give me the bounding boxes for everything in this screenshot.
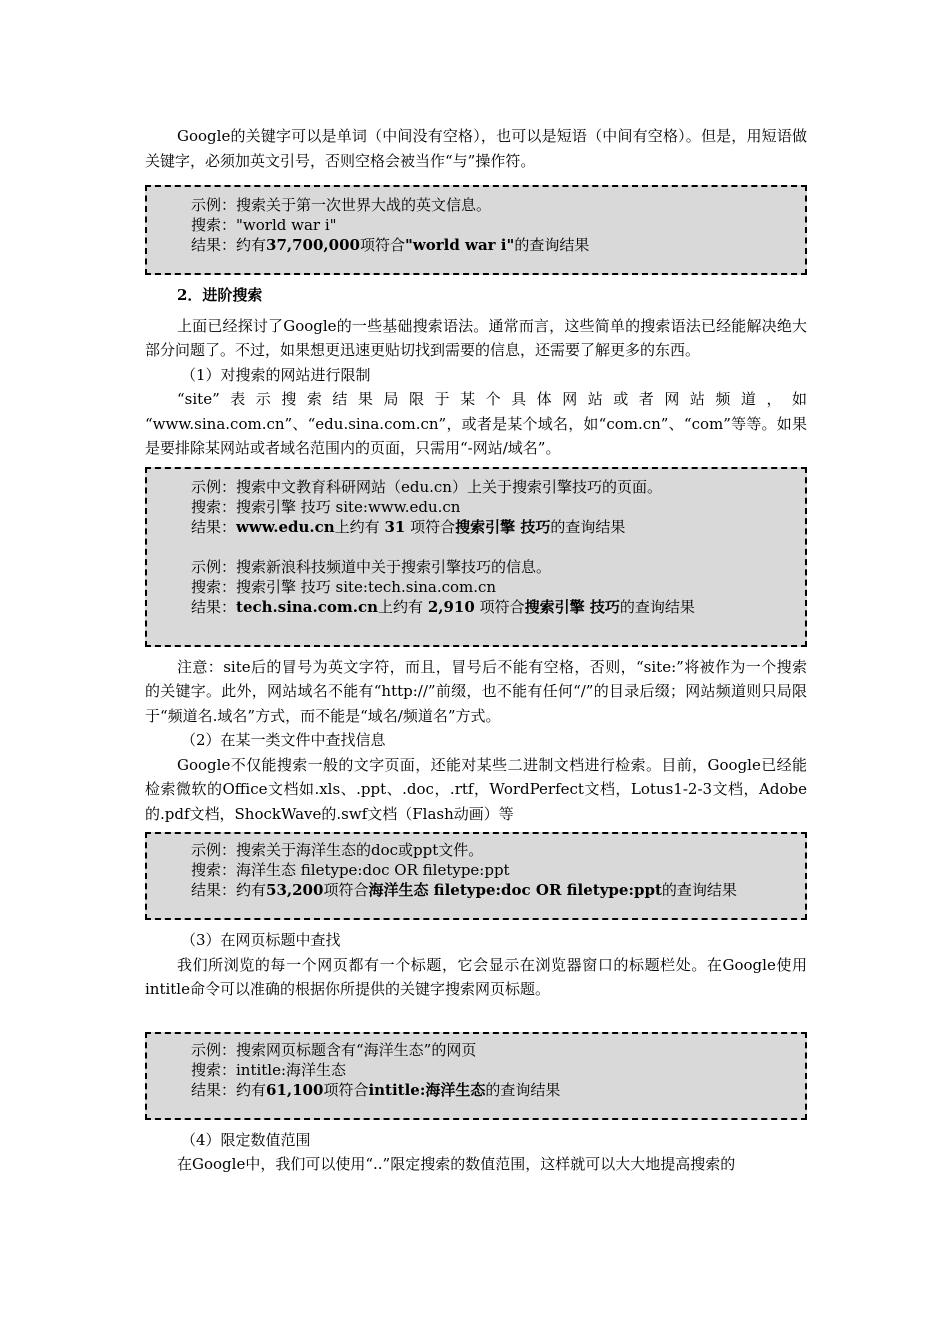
example-line: 示例：搜索新浪科技频道中关于搜索引擎技巧的信息。	[191, 557, 552, 576]
example-line: 示例：搜索关于第一次世界大战的英文信息。	[191, 196, 492, 214]
subsection-title-intitle: （3）在网页标题中查找	[181, 931, 341, 949]
example-line: 示例：搜索关于海洋生态的doc或ppt文件。	[191, 841, 484, 859]
result-line: 结果：约有61,100项符合intitle:海洋生态的查询结果	[191, 1080, 561, 1099]
range-paragraph: 在Google中，我们可以使用“..”限定搜索的数值范围，这样就可以大大地提高搜索的	[177, 1155, 736, 1173]
search-line: 搜索：搜索引擎 技巧 site:tech.sina.com.cn	[191, 577, 497, 596]
subsection-title-site: （1）对搜索的网站进行限制	[181, 365, 371, 384]
advanced-intro-paragraph: 上面已经探讨了Google的一些基础搜索语法。通常而言，这些简单的搜索语法已经能解决绝大部分问题了。不过，如果想更迅速更贴切找到需要的信息，还需要了解更多的东西。	[145, 316, 807, 359]
result-line: 结果：www.edu.cn上约有 31 项符合搜索引擎 技巧的查询结果	[191, 517, 626, 536]
result-line: 结果：约有37,700,000项符合"world war i"的查询结果	[191, 236, 590, 254]
note-paragraph: 注意：site后的冒号为英文字符，而且，冒号后不能有空格，否则，“site:”将被作为一个搜索的关键字。此外，网站域名不能有“http://”前缀，也不能有任何“/”的目录后缀；网站频道则只局限于“频道名.域名”方式，而不能是“域名/频道名”方式。	[145, 657, 807, 725]
example-box-site	[145, 467, 807, 647]
intitle-paragraph: 我们所浏览的每一个网页都有一个标题，它会显示在浏览器窗口的标题栏处。在Google使用intitle命令可以准确的根据你所提供的关键字搜索网页标题。	[145, 955, 807, 998]
document-page	[145, 124, 807, 1177]
result-line: 结果：tech.sina.com.cn上约有 2,910 项符合搜索引擎 技巧的查询结果	[191, 597, 695, 616]
search-line: 搜索：海洋生态 filetype:doc OR filetype:ppt	[191, 861, 510, 879]
search-line: 搜索："world war i"	[191, 216, 337, 234]
subsection-title-range: （4）限定数值范围	[181, 1130, 311, 1149]
subsection-title-filetype: （2）在某一类文件中查找信息	[181, 731, 386, 749]
example-box-filetype	[145, 832, 807, 920]
result-line: 结果：约有53,200项符合海洋生态 filetype:doc OR filetype:ppt的查询结果	[191, 881, 737, 899]
search-line: 搜索：intitle:海洋生态	[191, 1060, 347, 1079]
example-line: 示例：搜索中文教育科研网站（edu.cn）上关于搜索引擎技巧的页面。	[191, 477, 662, 496]
example-line: 示例：搜索网页标题含有“海洋生态”的网页	[191, 1040, 477, 1059]
site-paragraph-rest: “www.sina.com.cn”、“edu.sina.com.cn”，或者是某个域名，如“com.cn”、“com”等等。如果是要排除某网站或者域名范围内的页面，只需用“-网站/域名”。	[145, 414, 807, 457]
example-box-phrase	[145, 185, 807, 275]
search-line: 搜索：搜索引擎 技巧 site:www.edu.cn	[191, 497, 461, 516]
intro-paragraph: Google的关键字可以是单词（中间没有空格），也可以是短语（中间有空格）。但是，用短语做关键字，必须加英文引号，否则空格会被当作“与”操作符。	[145, 127, 807, 170]
filetype-paragraph: Google不仅能搜索一般的文字页面，还能对某些二进制文档进行检索。目前，Google已经能检索微软的Office文档如.xls、.ppt、.doc，.rtf，WordPerfect文档，Lotus1-2-3文档，Adobe的.pdf文档，ShockWave的.swf文档（Flash动画）等	[145, 755, 807, 823]
example-box-intitle	[145, 1032, 807, 1120]
section-heading: 2．进阶搜索	[177, 286, 263, 304]
site-paragraph-line1: “site”表示搜索结果局限于某个具体网站或者网站频道，如	[177, 390, 807, 408]
